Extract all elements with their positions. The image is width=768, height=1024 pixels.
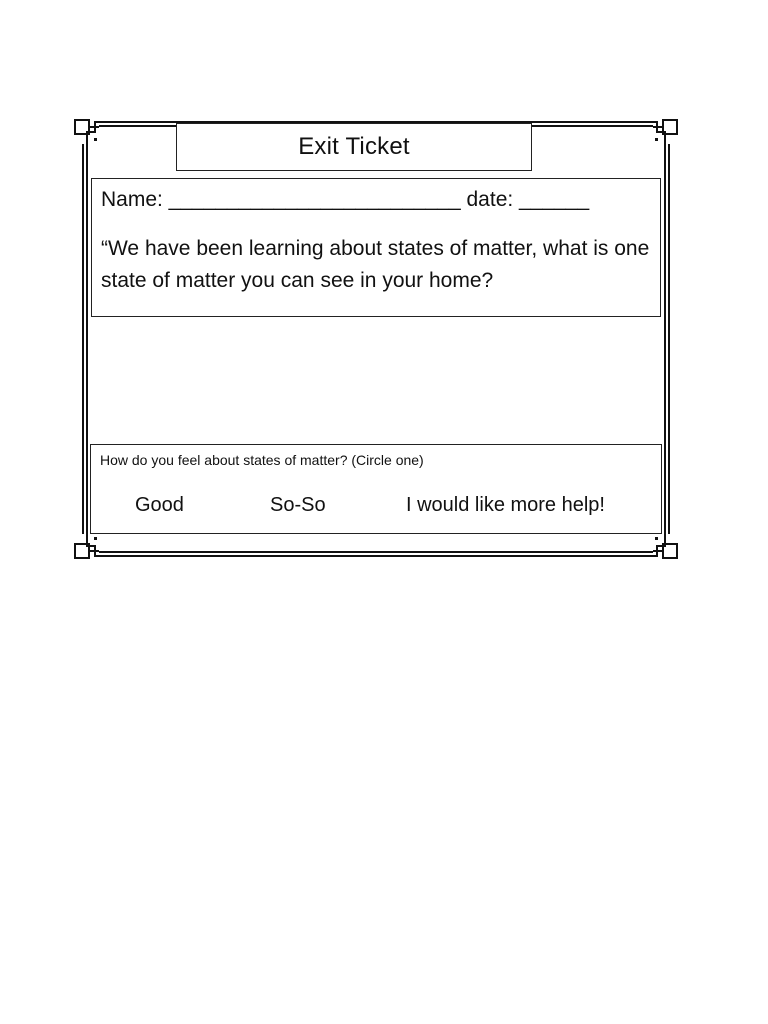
feelings-prompt: How do you feel about states of matter? (Circle one): [100, 452, 424, 468]
option-so-so: So-So: [270, 494, 326, 516]
ticket-title: Exit Ticket: [298, 133, 410, 160]
question-text: “We have been learning about states of matter, what is one state of matter you can see in your home?: [101, 237, 650, 292]
name-date-line: Name: _________________________ date: ______: [101, 188, 590, 211]
question-box: [91, 178, 661, 317]
title-box: [176, 123, 532, 171]
option-more-help: I would like more help!: [406, 494, 605, 516]
option-good: Good: [135, 494, 184, 516]
feelings-box: [90, 444, 662, 534]
